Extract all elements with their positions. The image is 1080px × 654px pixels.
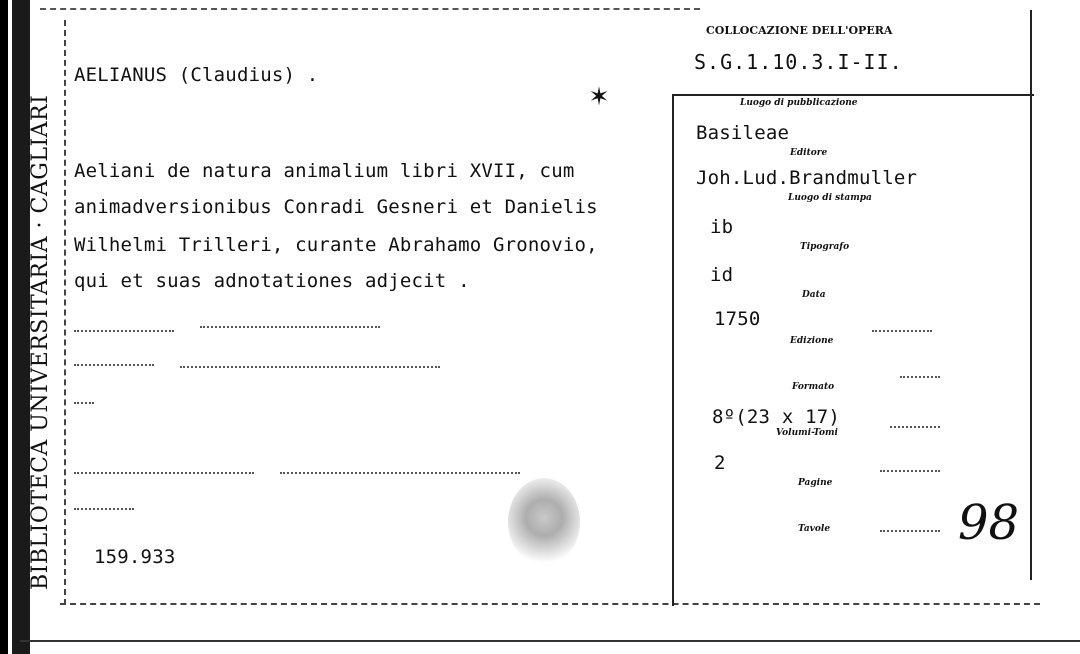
- star-mark-icon: ✶: [590, 78, 609, 113]
- author-heading: AELIANUS (Claudius) .: [74, 64, 319, 86]
- editore-value: Joh.Lud.Brandmuller: [696, 167, 918, 189]
- data-label: Data: [802, 290, 826, 300]
- blank-line: [74, 330, 174, 332]
- blank-line: [880, 470, 940, 472]
- blank-line: [74, 402, 94, 404]
- luogo-pubblicazione-value: Basileae: [696, 122, 790, 144]
- collocazione-value: S.G.1.10.3.I-II.: [694, 50, 903, 74]
- blank-line: [200, 326, 380, 328]
- blank-line: [900, 376, 940, 378]
- formato-value: 8º(23 x 17): [712, 406, 841, 428]
- volumi-label: Volumi-Tomi: [776, 428, 838, 438]
- tavole-label: Tavole: [798, 524, 831, 534]
- spine-edge: [0, 0, 8, 654]
- edizione-blank: [872, 330, 932, 332]
- volumi-value: 2: [714, 452, 726, 474]
- collocazione-label: COLLOCAZIONE DELL'OPERA: [706, 24, 893, 37]
- blank-line: [74, 508, 134, 510]
- library-spine-label: BIBLIOTECA UNIVERSITARIA · CAGLIARI: [28, 94, 53, 590]
- editore-label: Editore: [790, 148, 828, 158]
- tipografo-label: Tipografo: [800, 242, 850, 252]
- title-line-4: qui et suas adnotationes adjecit .: [74, 270, 470, 292]
- card-bottom-edge: [20, 640, 1080, 642]
- title-line-2: animadversionibus Conradi Gesneri et Danielis: [74, 196, 598, 218]
- title-line-1: Aeliani de natura animalium libri XVII, cum: [74, 160, 575, 182]
- left-margin-line: [64, 20, 66, 605]
- blank-line: [890, 426, 940, 428]
- blank-line: [74, 364, 154, 366]
- inventory-number: 159.933: [94, 546, 176, 568]
- luogo-pubblicazione-label: Luogo di pubblicazione: [740, 98, 858, 108]
- title-line-3: Wilhelmi Trilleri, curante Abrahamo Gronovio,: [74, 234, 598, 256]
- edizione-label: Edizione: [790, 336, 834, 346]
- handwritten-number: 98: [958, 495, 1020, 551]
- top-divider: [40, 8, 700, 10]
- tipografo-value: id: [710, 264, 734, 286]
- library-stamp: [508, 478, 580, 566]
- luogo-stampa-label: Luogo di stampa: [788, 193, 872, 203]
- formato-label: Formato: [792, 382, 835, 392]
- data-value: 1750: [714, 308, 761, 330]
- blank-line: [74, 472, 254, 474]
- blank-line: [280, 472, 520, 474]
- blank-line: [180, 366, 440, 368]
- luogo-stampa-value: ib: [710, 216, 734, 238]
- blank-line: [880, 530, 940, 532]
- pagine-label: Pagine: [798, 478, 833, 488]
